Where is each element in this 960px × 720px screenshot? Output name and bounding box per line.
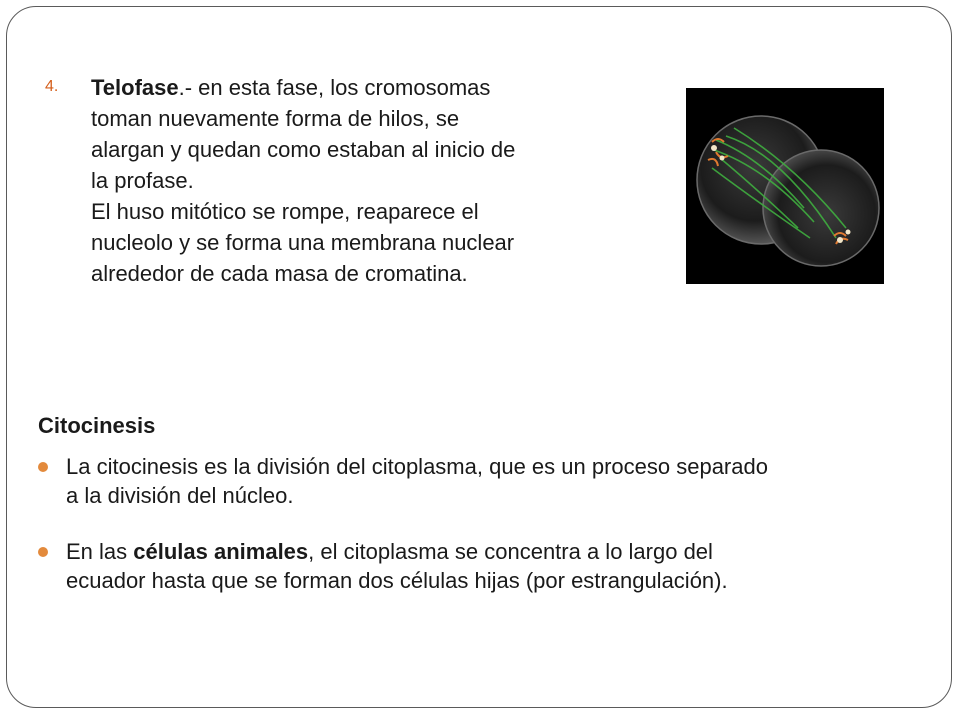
telofase-line3: alargan y quedan como estaban al inicio de xyxy=(91,137,516,162)
bullet1-line2: a la división del núcleo. xyxy=(66,483,294,508)
telofase-line1: .- en esta fase, los cromosomas xyxy=(178,75,491,100)
bullet-icon xyxy=(38,462,48,472)
item-number: 4. xyxy=(45,78,59,95)
bullet2-bold: células animales xyxy=(133,539,309,564)
bullet2-line2: ecuador hasta que se forman dos células hijas (por estrangulación). xyxy=(66,568,728,593)
bullet1-line1: La citocinesis es la división del citoplasma, que es un proceso separado xyxy=(66,454,768,479)
bullet2-pre: En las xyxy=(66,539,134,564)
telofase-title: Telofase xyxy=(91,75,179,100)
telofase-text xyxy=(91,72,631,289)
list-item xyxy=(38,537,918,595)
telophase-cell-image xyxy=(686,88,884,284)
telofase-line5: El huso mitótico se rompe, reaparece el xyxy=(91,199,479,224)
telofase-line4: la profase. xyxy=(91,168,194,193)
list-item xyxy=(38,452,918,510)
bullet2-post: , el citoplasma se concentra a lo largo del xyxy=(308,539,713,564)
bullet-icon xyxy=(38,547,48,557)
telofase-line7: alrededor de cada masa de cromatina. xyxy=(91,261,468,286)
citocinesis-heading: Citocinesis xyxy=(38,413,156,438)
citocinesis-list xyxy=(38,452,918,595)
telofase-line6: nucleolo y se forma una membrana nuclear xyxy=(91,230,515,255)
telofase-line2: toman nuevamente forma de hilos, se xyxy=(91,106,460,131)
